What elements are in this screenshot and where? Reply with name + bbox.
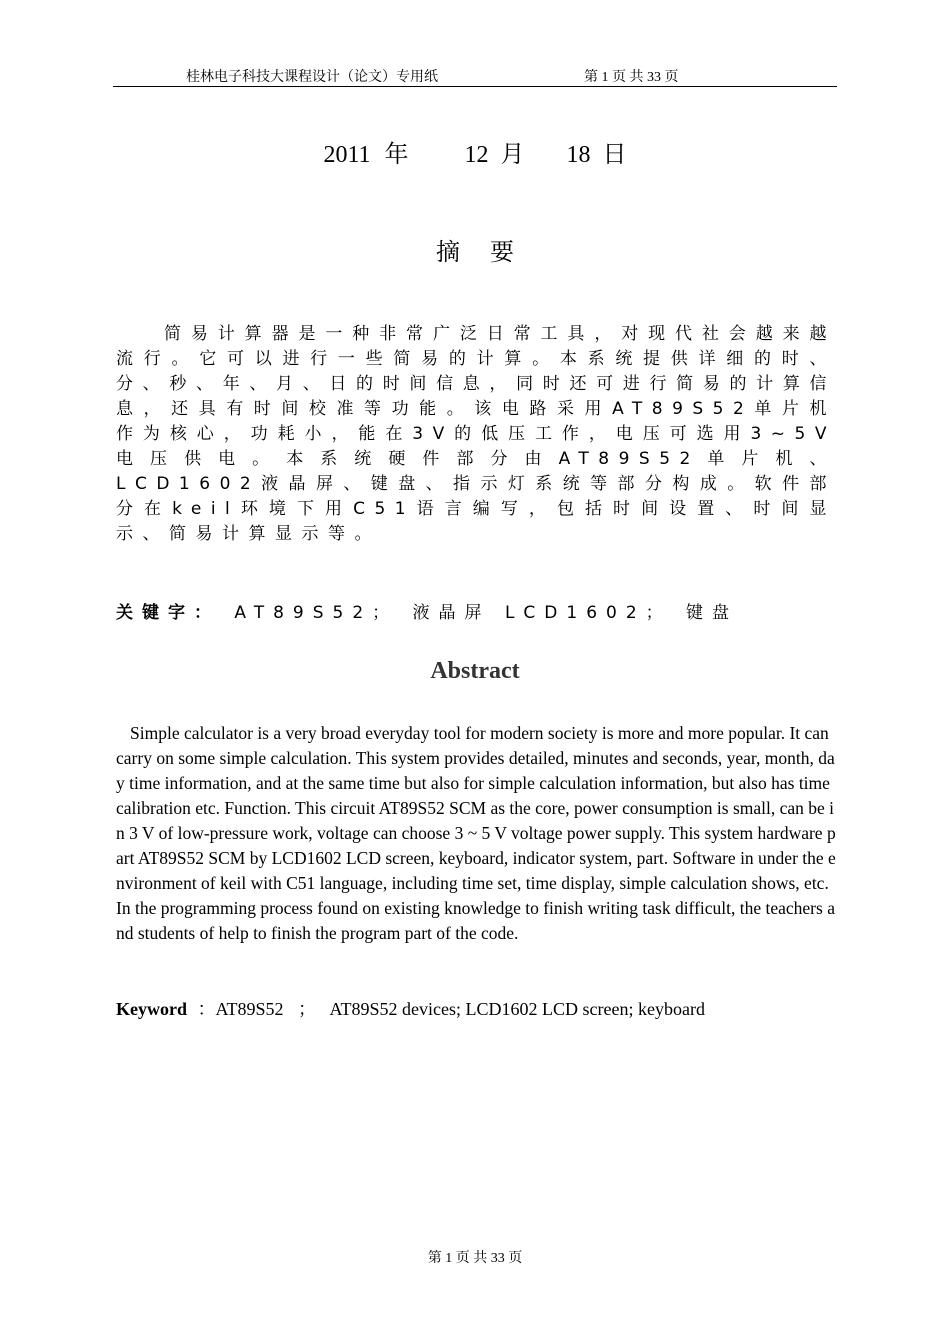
footer-page-number: 第 1 页 共 33 页 [427, 1251, 523, 1266]
keywords-en-separator: ； [298, 999, 317, 1019]
keywords-en-first: ：AT89S52 [197, 999, 284, 1019]
abstract-en-body: Simple calculator is a very broad everyday tool for modern society is more and more popular. It can carry on some simple calculation. This system provides detailed, minutes and seconds, year, month, day time information, and at the same time but also for simple calculation information, but also has time calibration etc. Function. This circuit AT89S52 SCM as the core, power consumption is small, can be in 3 V of low-pressure work, voltage can choose 3 ~ 5 V voltage power supply. This system hardware part AT89S52 SCM by LCD1602 LCD screen, keyboard, indicator system, part. Software in under the environment of keil with C51 language, including time set, time display, simple calculation shows, etc. In the programming process found on existing knowledge to finish writing task difficult, the teachers and students of help to finish the program part of the code. [116, 723, 836, 943]
header-title: 桂林电子科技大课程设计（论文）专用纸 [186, 70, 438, 85]
abstract-zh-keywords [116, 598, 836, 623]
abstract-zh-title: 摘要 [436, 238, 544, 266]
date-month-unit: 月 [500, 140, 525, 168]
keywords-en-rest: AT89S52 devices; LCD1602 LCD screen; keyboard [329, 999, 705, 1019]
date-month: 12 [464, 142, 489, 168]
date-day-unit: 日 [602, 140, 627, 168]
date-line [0, 134, 950, 169]
date-day: 18 [566, 142, 591, 168]
abstract-en-title: Abstract [430, 658, 520, 684]
header-rule [113, 86, 837, 87]
date-year: 2011 [323, 142, 371, 168]
abstract-en-keywords [116, 995, 836, 1021]
keywords-zh: AT89S52； 液晶屏 LCD1602； 键盘 [234, 603, 739, 623]
date-year-unit: 年 [384, 140, 409, 168]
keywords-label-zh: 关键字： [116, 603, 220, 623]
keywords-label-en: Keyword [116, 999, 187, 1019]
header-page-number: 第 1 页 共 33 页 [584, 70, 679, 85]
abstract-zh-body: 简易计算器是一种非常广泛日常工具，对现代社会越来越流行。它可以进行一些简易的计算。本系统提供详细的时、分、秒、年、月、日的时间信息，同时还可进行简易的计算信息，还具有时间校准等功能。该电路采用AT89S52单片机作为核心，功耗小，能在3V的低压工作，电压可选用3~5V电压供电。本系统硬件部分由AT89S52单片机、LCD1602液晶屏、键盘、指示灯系统等部分构成。软件部分在keil环境下用C51语言编写，包括时间设置、时间显示、简易计算显示等。 [116, 324, 836, 544]
